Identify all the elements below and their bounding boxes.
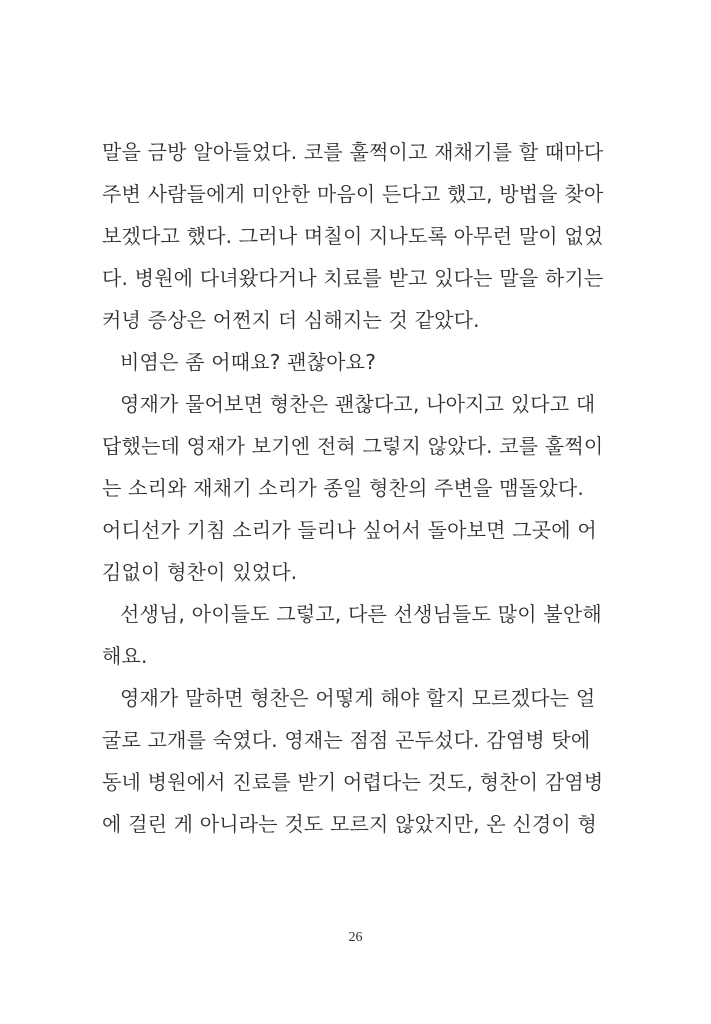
text-line: 커녕 증상은 어쩐지 더 심해지는 것 같았다.: [102, 308, 480, 332]
text-line: 해요.: [102, 644, 148, 668]
text-line: 비염은 좀 어때요? 괜찮아요?: [120, 350, 377, 374]
text-line: 다. 병원에 다녀왔다거나 치료를 받고 있다는 말을 하기는: [102, 266, 604, 290]
text-line: 영재가 물어보면 형찬은 괜찮다고, 나아지고 있다고 대: [120, 392, 596, 416]
page-number: 26: [348, 930, 363, 945]
text-line: 는 소리와 재채기 소리가 종일 형찬의 주변을 맴돌았다.: [102, 476, 584, 500]
text-line: 주변 사람들에게 미안한 마음이 든다고 했고, 방법을 찾아: [102, 182, 604, 206]
text-line: 영재가 말하면 형찬은 어떻게 해야 할지 모르겠다는 얼: [120, 686, 596, 710]
text-line: 답했는데 영재가 보기엔 전혀 그렇지 않았다. 코를 훌쩍이: [102, 434, 604, 458]
text-line: 동네 병원에서 진료를 받기 어렵다는 것도, 형찬이 감염병: [102, 770, 604, 794]
text-line: 말을 금방 알아들었다. 코를 훌쩍이고 재채기를 할 때마다: [102, 140, 604, 164]
text-line: 보겠다고 했다. 그러나 며칠이 지나도록 아무런 말이 없었: [102, 224, 604, 248]
text-line: 굴로 고개를 숙였다. 영재는 점점 곤두섰다. 감염병 탓에: [102, 728, 591, 752]
text-line: 어디선가 기침 소리가 들리나 싶어서 돌아보면 그곳에 어: [102, 518, 597, 542]
text-line: 에 걸린 게 아니라는 것도 모르지 않았지만, 온 신경이 형: [102, 812, 598, 836]
body-text: [102, 131, 612, 845]
text-line: 김없이 형찬이 있었다.: [102, 560, 298, 584]
text-line: 선생님, 아이들도 그렇고, 다른 선생님들도 많이 불안해: [120, 602, 602, 626]
